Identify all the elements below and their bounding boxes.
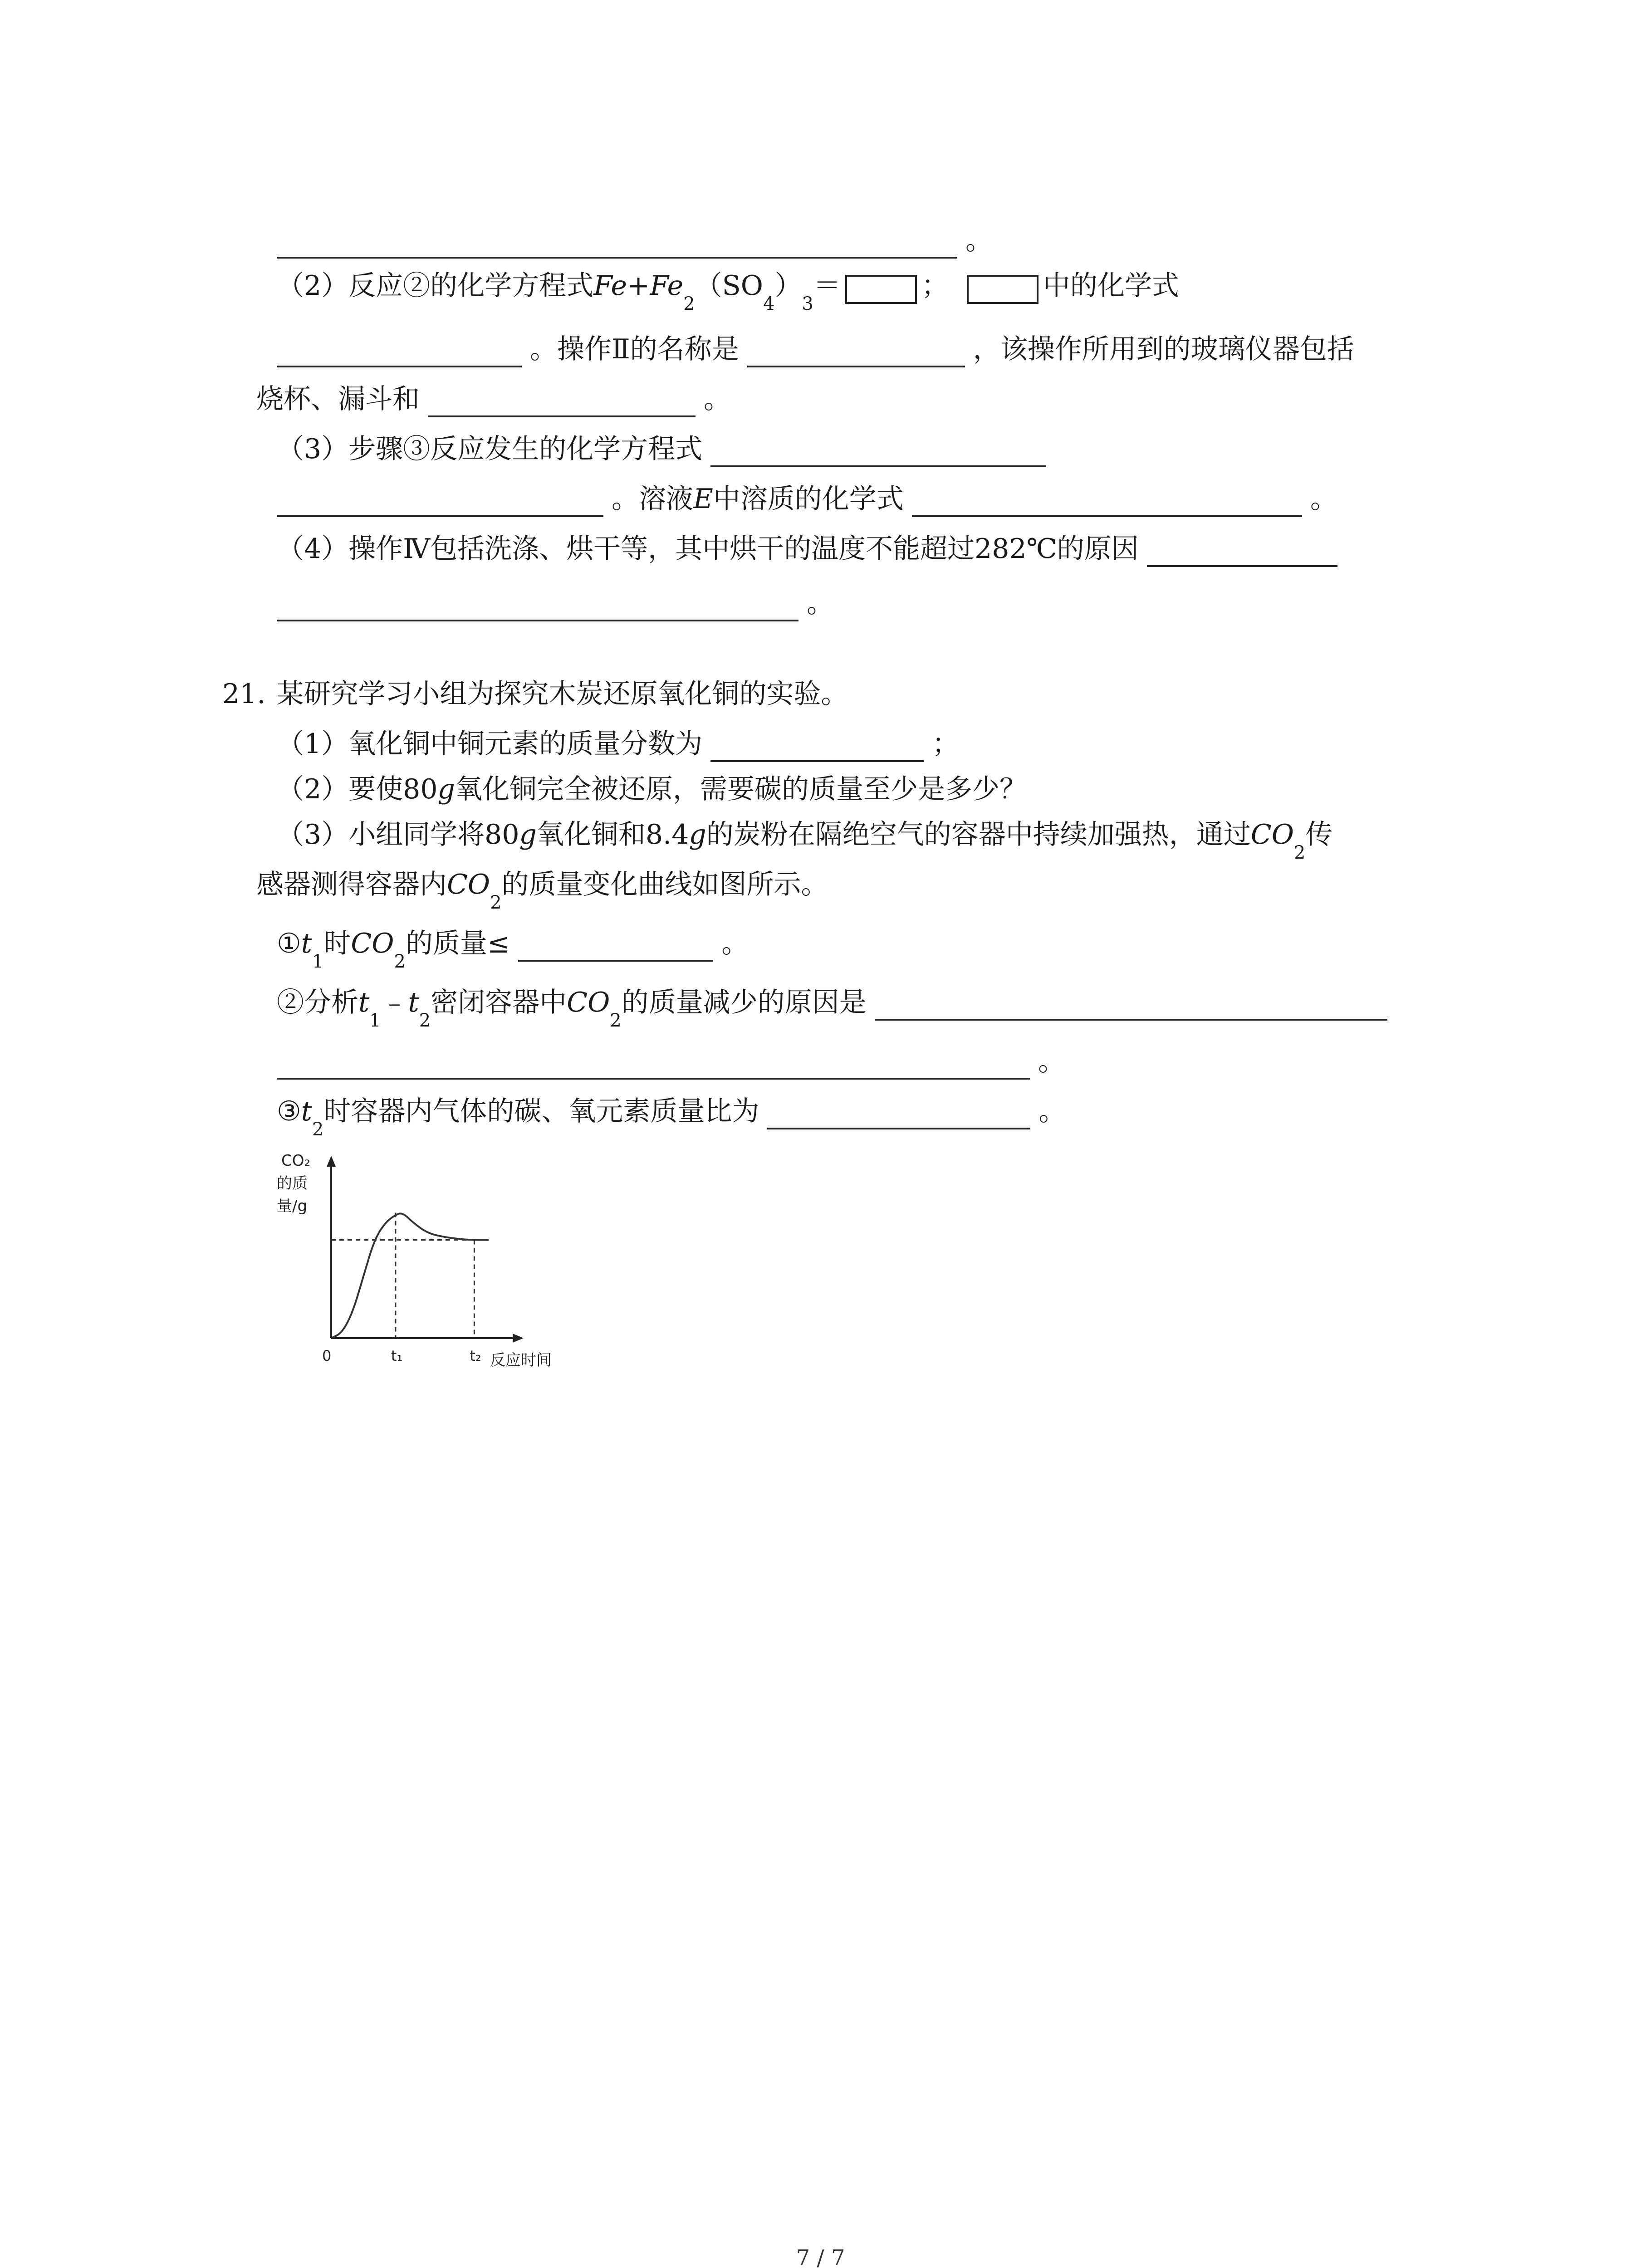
- text: 。: [1038, 1095, 1066, 1127]
- y-axis-label-line3: 量/g: [277, 1197, 308, 1215]
- text: 氧化铜和8.4: [536, 819, 689, 850]
- text: 中的化学式: [1043, 270, 1179, 302]
- co2-mass-curve: [331, 1213, 489, 1338]
- answer-blank[interactable]: [710, 437, 1046, 467]
- co2-mass-chart: [254, 1143, 572, 1379]
- unit: g: [519, 819, 537, 850]
- answer-box[interactable]: [967, 275, 1038, 304]
- text: 传: [1305, 819, 1333, 850]
- q20-part2-line2: [277, 331, 1354, 367]
- formula: CO: [447, 869, 490, 900]
- variable: t: [358, 987, 370, 1018]
- q21-sub1: [277, 726, 959, 762]
- text: 的炭粉在隔绝空气的容器中持续加强热，通过: [706, 819, 1251, 850]
- t2-tick-label: t₂: [470, 1347, 481, 1364]
- unit: g: [437, 773, 455, 805]
- text: 。: [965, 225, 993, 256]
- q21-sub3-line2: 感器测得容器内 CO 2 的质量变化曲线如图所示。: [256, 866, 828, 903]
- text: （2）要使80: [277, 773, 438, 805]
- text: （3）步骤③反应发生的化学方程式: [277, 433, 703, 465]
- q21-stem: [222, 676, 848, 712]
- text: 的质量≤: [405, 928, 510, 959]
- question-number: 21.: [222, 678, 266, 710]
- q20-part2-line1: （2）反应②的化学方程式 Fe+Fe 2 （SO 4 ） 3 ＝ ； 中的化学式: [277, 268, 1179, 304]
- text: ②分析: [277, 987, 358, 1018]
- q21-item2-line2: [277, 1043, 1065, 1080]
- text: 。: [1038, 1046, 1065, 1077]
- q21-sub3-line1: （3）小组同学将80 g 氧化铜和8.4 g 的炭粉在隔绝空气的容器中持续加强热，通过 CO 2 传: [277, 816, 1332, 853]
- answer-blank[interactable]: [912, 487, 1302, 517]
- answer-box[interactable]: [845, 275, 917, 304]
- q21-sub2: [277, 771, 1027, 807]
- text: 。: [721, 928, 749, 959]
- text: 某研究学习小组为探究木炭还原氧化铜的实验。: [276, 678, 848, 710]
- variable: t: [408, 987, 419, 1018]
- answer-blank[interactable]: [277, 1050, 1030, 1080]
- answer-blank[interactable]: [747, 337, 965, 367]
- text: 。: [807, 587, 834, 619]
- answer-blank[interactable]: [277, 229, 957, 259]
- formula: CO: [567, 987, 610, 1018]
- text: ﹣: [381, 987, 408, 1018]
- text: （1）氧化铜中铜元素的质量分数为: [277, 728, 703, 760]
- y-axis-label-line1: CO₂: [281, 1152, 311, 1170]
- text: ①: [277, 928, 301, 959]
- text: （4）操作Ⅳ包括洗涤、烘干等，其中烘干的温度不能超过282℃的原因: [277, 533, 1139, 565]
- variable: t: [301, 1095, 312, 1127]
- q20-part4-line2: [277, 585, 834, 621]
- x-axis-label: 反应时间: [490, 1351, 552, 1369]
- t1-tick-label: t₁: [391, 1347, 403, 1364]
- answer-blank[interactable]: [277, 487, 603, 517]
- text: 。: [704, 383, 731, 415]
- q21-item2-line1: ②分析 t 1 ﹣ t 2 密闭容器中 CO 2 的质量减少的原因是: [277, 984, 1396, 1021]
- x-axis-arrow: [513, 1334, 524, 1343]
- q21-item3: ③ t 2 时容器内气体的碳、氧元素质量比为 。: [277, 1093, 1066, 1129]
- q20-part4-line1: [277, 531, 1346, 567]
- text: ）: [774, 270, 802, 302]
- q21-item1: ① t 1 时 CO 2 的质量≤ 。: [277, 925, 749, 962]
- page-number: 7 / 7: [796, 2245, 845, 2268]
- y-axis-label-line2: 的质: [277, 1174, 308, 1193]
- q20-line-0: [277, 222, 993, 259]
- q20-part2-line3: [256, 381, 731, 417]
- equals-sign: ＝: [813, 270, 841, 302]
- answer-blank[interactable]: [1147, 537, 1337, 567]
- answer-blank[interactable]: [428, 387, 696, 417]
- text: ③: [277, 1095, 301, 1127]
- text: 的质量变化曲线如图所示。: [501, 869, 828, 900]
- text: 时: [323, 928, 351, 959]
- text: （3）小组同学将80: [277, 819, 519, 850]
- text: （2）反应②的化学方程式: [277, 270, 594, 302]
- formula: CO: [351, 928, 394, 959]
- text: ；: [921, 270, 949, 302]
- answer-blank[interactable]: [767, 1100, 1030, 1129]
- unit: g: [689, 819, 706, 850]
- origin-label: 0: [322, 1347, 332, 1364]
- text: 。: [1310, 483, 1337, 515]
- formula: Fe+Fe: [593, 270, 684, 302]
- text: 烧杯、漏斗和: [256, 383, 420, 415]
- answer-blank[interactable]: [518, 932, 713, 962]
- text: ；: [932, 728, 960, 760]
- text: ，该操作所用到的玻璃仪器包括: [973, 333, 1354, 365]
- answer-blank[interactable]: [277, 337, 522, 367]
- text: 时容器内气体的碳、氧元素质量比为: [323, 1095, 759, 1127]
- text: 。溶液: [612, 483, 693, 515]
- text: 感器测得容器内: [256, 869, 447, 900]
- answer-blank[interactable]: [875, 991, 1387, 1021]
- q20-part3-line2: [277, 481, 1337, 517]
- text: 。操作Ⅱ的名称是: [530, 333, 739, 365]
- text: 氧化铜完全被还原，需要碳的质量至少是多少？: [455, 773, 1027, 805]
- answer-blank[interactable]: [710, 732, 924, 762]
- text: 的质量减少的原因是: [621, 987, 867, 1018]
- text: 密闭容器中: [431, 987, 567, 1018]
- variable: t: [301, 928, 312, 959]
- formula: CO: [1250, 819, 1294, 850]
- y-axis-arrow: [327, 1156, 336, 1167]
- text: 中溶质的化学式: [713, 483, 904, 515]
- formula: （SO: [695, 270, 763, 302]
- answer-blank[interactable]: [277, 591, 798, 621]
- q20-part3-line1: [277, 431, 1054, 467]
- variable: E: [693, 483, 713, 515]
